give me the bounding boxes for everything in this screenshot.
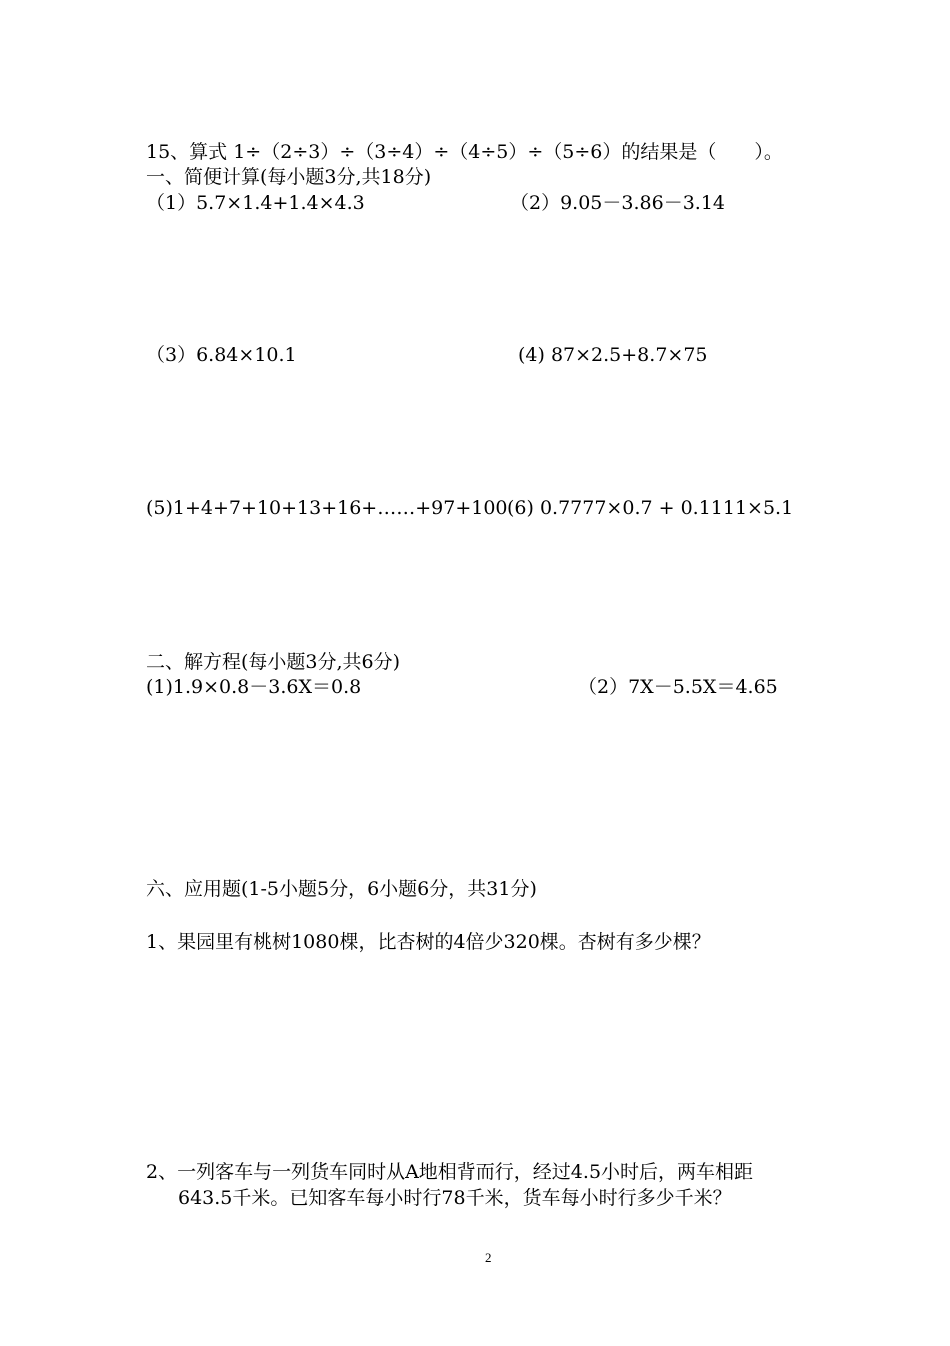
calc-item-4: (4) 87×2.5+8.7×75 [518, 344, 708, 366]
equation-item-2: （2）7X－5.5X＝4.65 [578, 676, 778, 698]
equation-item-1: (1)1.9×0.8－3.6X＝0.8 [146, 676, 362, 698]
calc-item-5: (5)1+4+7+10+13+16+……+97+100 [146, 497, 508, 519]
section-2-title: 二、解方程(每小题3分,共6分) [146, 651, 401, 673]
calc-item-3: （3）6.84×10.1 [146, 344, 297, 366]
question-15: 15、算式 1÷（2÷3）÷（3÷4）÷（4÷5）÷（5÷6）的结果是（ ）。 [146, 141, 783, 163]
calc-item-1: （1）5.7×1.4+1.4×4.3 [146, 192, 365, 214]
calc-item-2: （2）9.05－3.86－3.14 [510, 192, 726, 214]
word-problem-2-line-2: 643.5千米。已知客车每小时行78千米，货车每小时行多少千米？ [178, 1187, 732, 1209]
section-1-title: 一、简便计算(每小题3分,共18分) [146, 166, 432, 188]
calc-item-6: (6) 0.7777×0.7 + 0.1111×5.1 [507, 497, 794, 519]
word-problem-1: 1、果园里有桃树1080棵，比杏树的4倍少320棵。杏树有多少棵？ [146, 931, 711, 953]
word-problem-2-line-1: 2、一列客车与一列货车同时从A地相背而行，经过4.5小时后，两车相距 [146, 1161, 754, 1183]
section-6-title: 六、应用题(1-5小题5分，6小题6分，共31分) [146, 878, 537, 900]
page-number: 2 [485, 1250, 492, 1265]
